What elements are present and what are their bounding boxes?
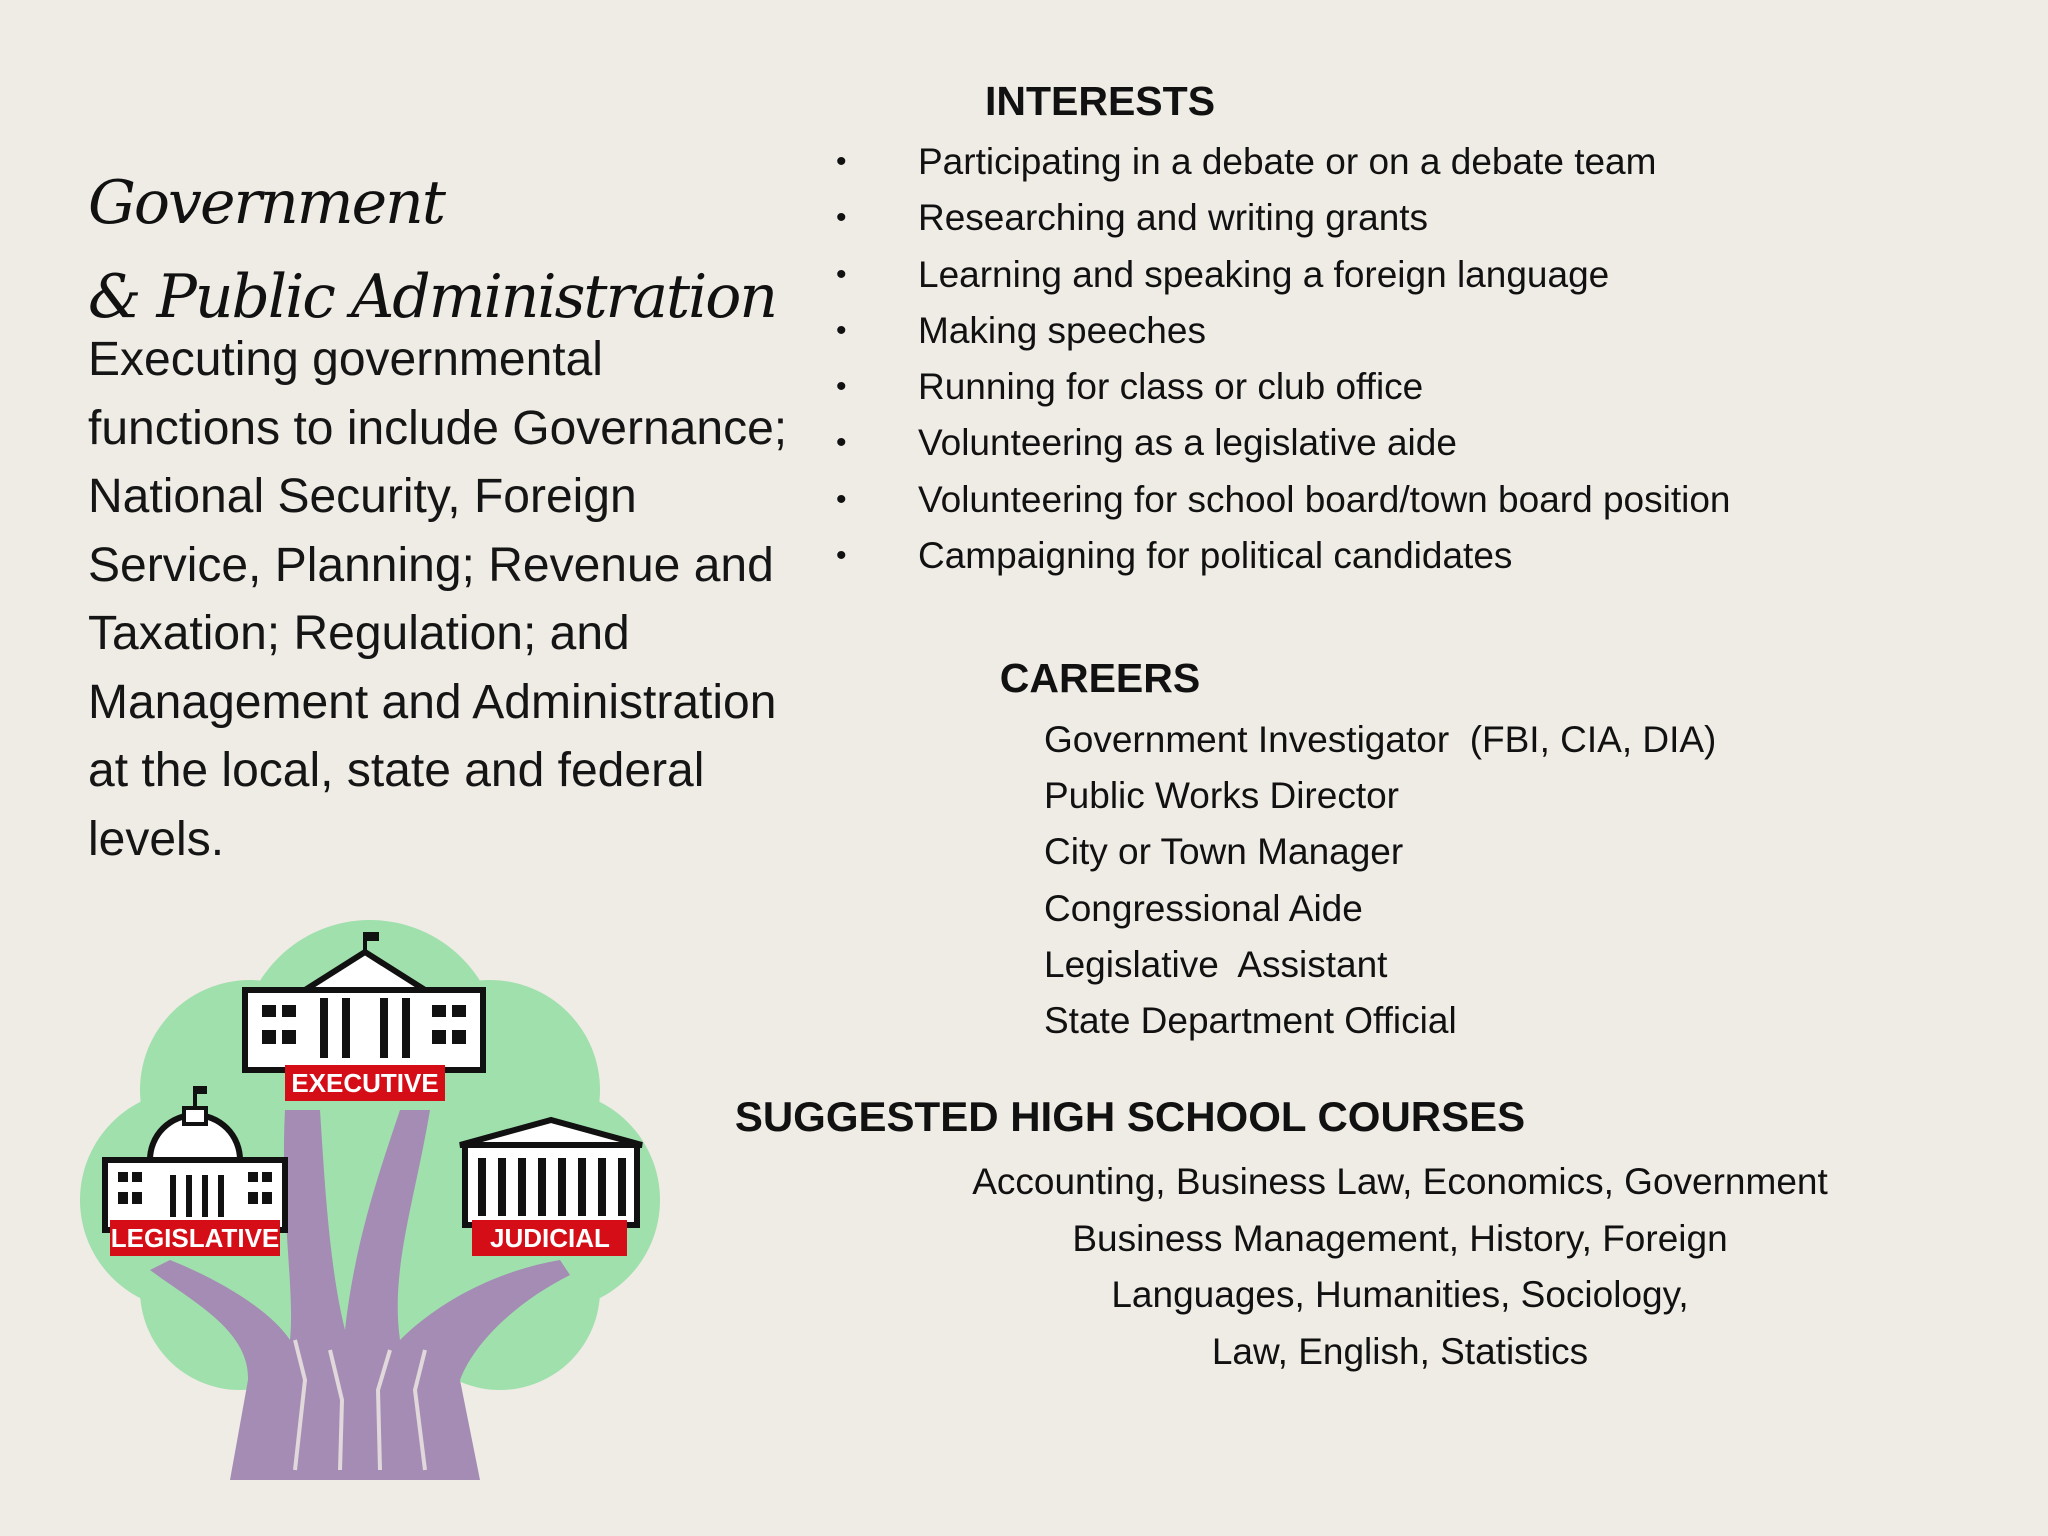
judicial-label: JUDICIAL: [490, 1223, 610, 1253]
bullet-icon: •: [836, 370, 847, 404]
interest-text: Campaigning for political candidates: [918, 535, 1513, 577]
list-item: Public Works Director: [1044, 775, 1400, 817]
bullet-icon: •: [836, 482, 847, 516]
cluster-description: Executing governmental functions to include Governance; National Security, Foreign Service, Planning; Revenue and Taxation; Regulation; and Management and Administration at the local, state and federal levels.: [88, 333, 788, 866]
government-tree-illustration: [80, 910, 660, 1490]
title-block: [88, 156, 788, 344]
legislative-label: LEGISLATIVE: [110, 1223, 280, 1253]
bullet-icon: •: [836, 145, 847, 178]
list-item: Congressional Aide: [1044, 887, 1363, 929]
courses-heading: SUGGESTED HIGH SCHOOL COURSES: [734, 1093, 1526, 1140]
interest-text: Learning and speaking a foreign language: [918, 253, 1610, 295]
interests-list: [836, 138, 1730, 588]
bullet-icon: •: [836, 201, 847, 235]
bullet-icon: •: [836, 426, 847, 460]
careers-heading: CAREERS: [999, 655, 1201, 701]
list-item: Legislative Assistant: [1044, 943, 1388, 985]
list-item: [836, 138, 1730, 194]
courses-text: [900, 1154, 1900, 1380]
courses-line: Accounting, Business Law, Economics, Government: [972, 1161, 1828, 1202]
list-item: [836, 363, 1730, 419]
courses-line: Law, English, Statistics: [1211, 1330, 1589, 1372]
interests-heading: INTERESTS: [984, 78, 1216, 124]
bullet-icon: •: [836, 257, 847, 291]
tree-icon: [80, 910, 660, 1490]
list-item: [836, 307, 1730, 363]
interest-text: Volunteering for school board/town board position: [918, 478, 1731, 520]
careers-list: [1044, 716, 1716, 1053]
list-item: [836, 251, 1730, 307]
list-item: City or Town Manager: [1044, 831, 1404, 873]
judicial-building-icon: [460, 1120, 642, 1256]
list-item: [836, 476, 1730, 532]
courses-line: Business Management, History, Foreign: [1072, 1217, 1728, 1259]
interest-text: Researching and writing grants: [918, 197, 1429, 239]
interest-text: Volunteering as a legislative aide: [918, 422, 1457, 464]
interest-text: Participating in a debate or on a debate team: [918, 141, 1657, 182]
bullet-icon: •: [836, 313, 847, 347]
list-item: [836, 419, 1730, 475]
list-item: [836, 194, 1730, 250]
page-title-line-2: & Public Administration: [88, 262, 777, 332]
executive-label: EXECUTIVE: [291, 1068, 439, 1098]
interest-text: Running for class or club office: [918, 366, 1424, 408]
list-item: State Department Official: [1044, 999, 1457, 1041]
courses-line: Languages, Humanities, Sociology,: [1111, 1274, 1689, 1315]
list-item: [836, 532, 1730, 588]
list-item: Government Investigator (FBI, CIA, DIA): [1044, 719, 1717, 760]
bullet-icon: •: [836, 539, 847, 573]
page-title-line-1: Government: [88, 168, 444, 238]
interest-text: Making speeches: [918, 309, 1206, 351]
